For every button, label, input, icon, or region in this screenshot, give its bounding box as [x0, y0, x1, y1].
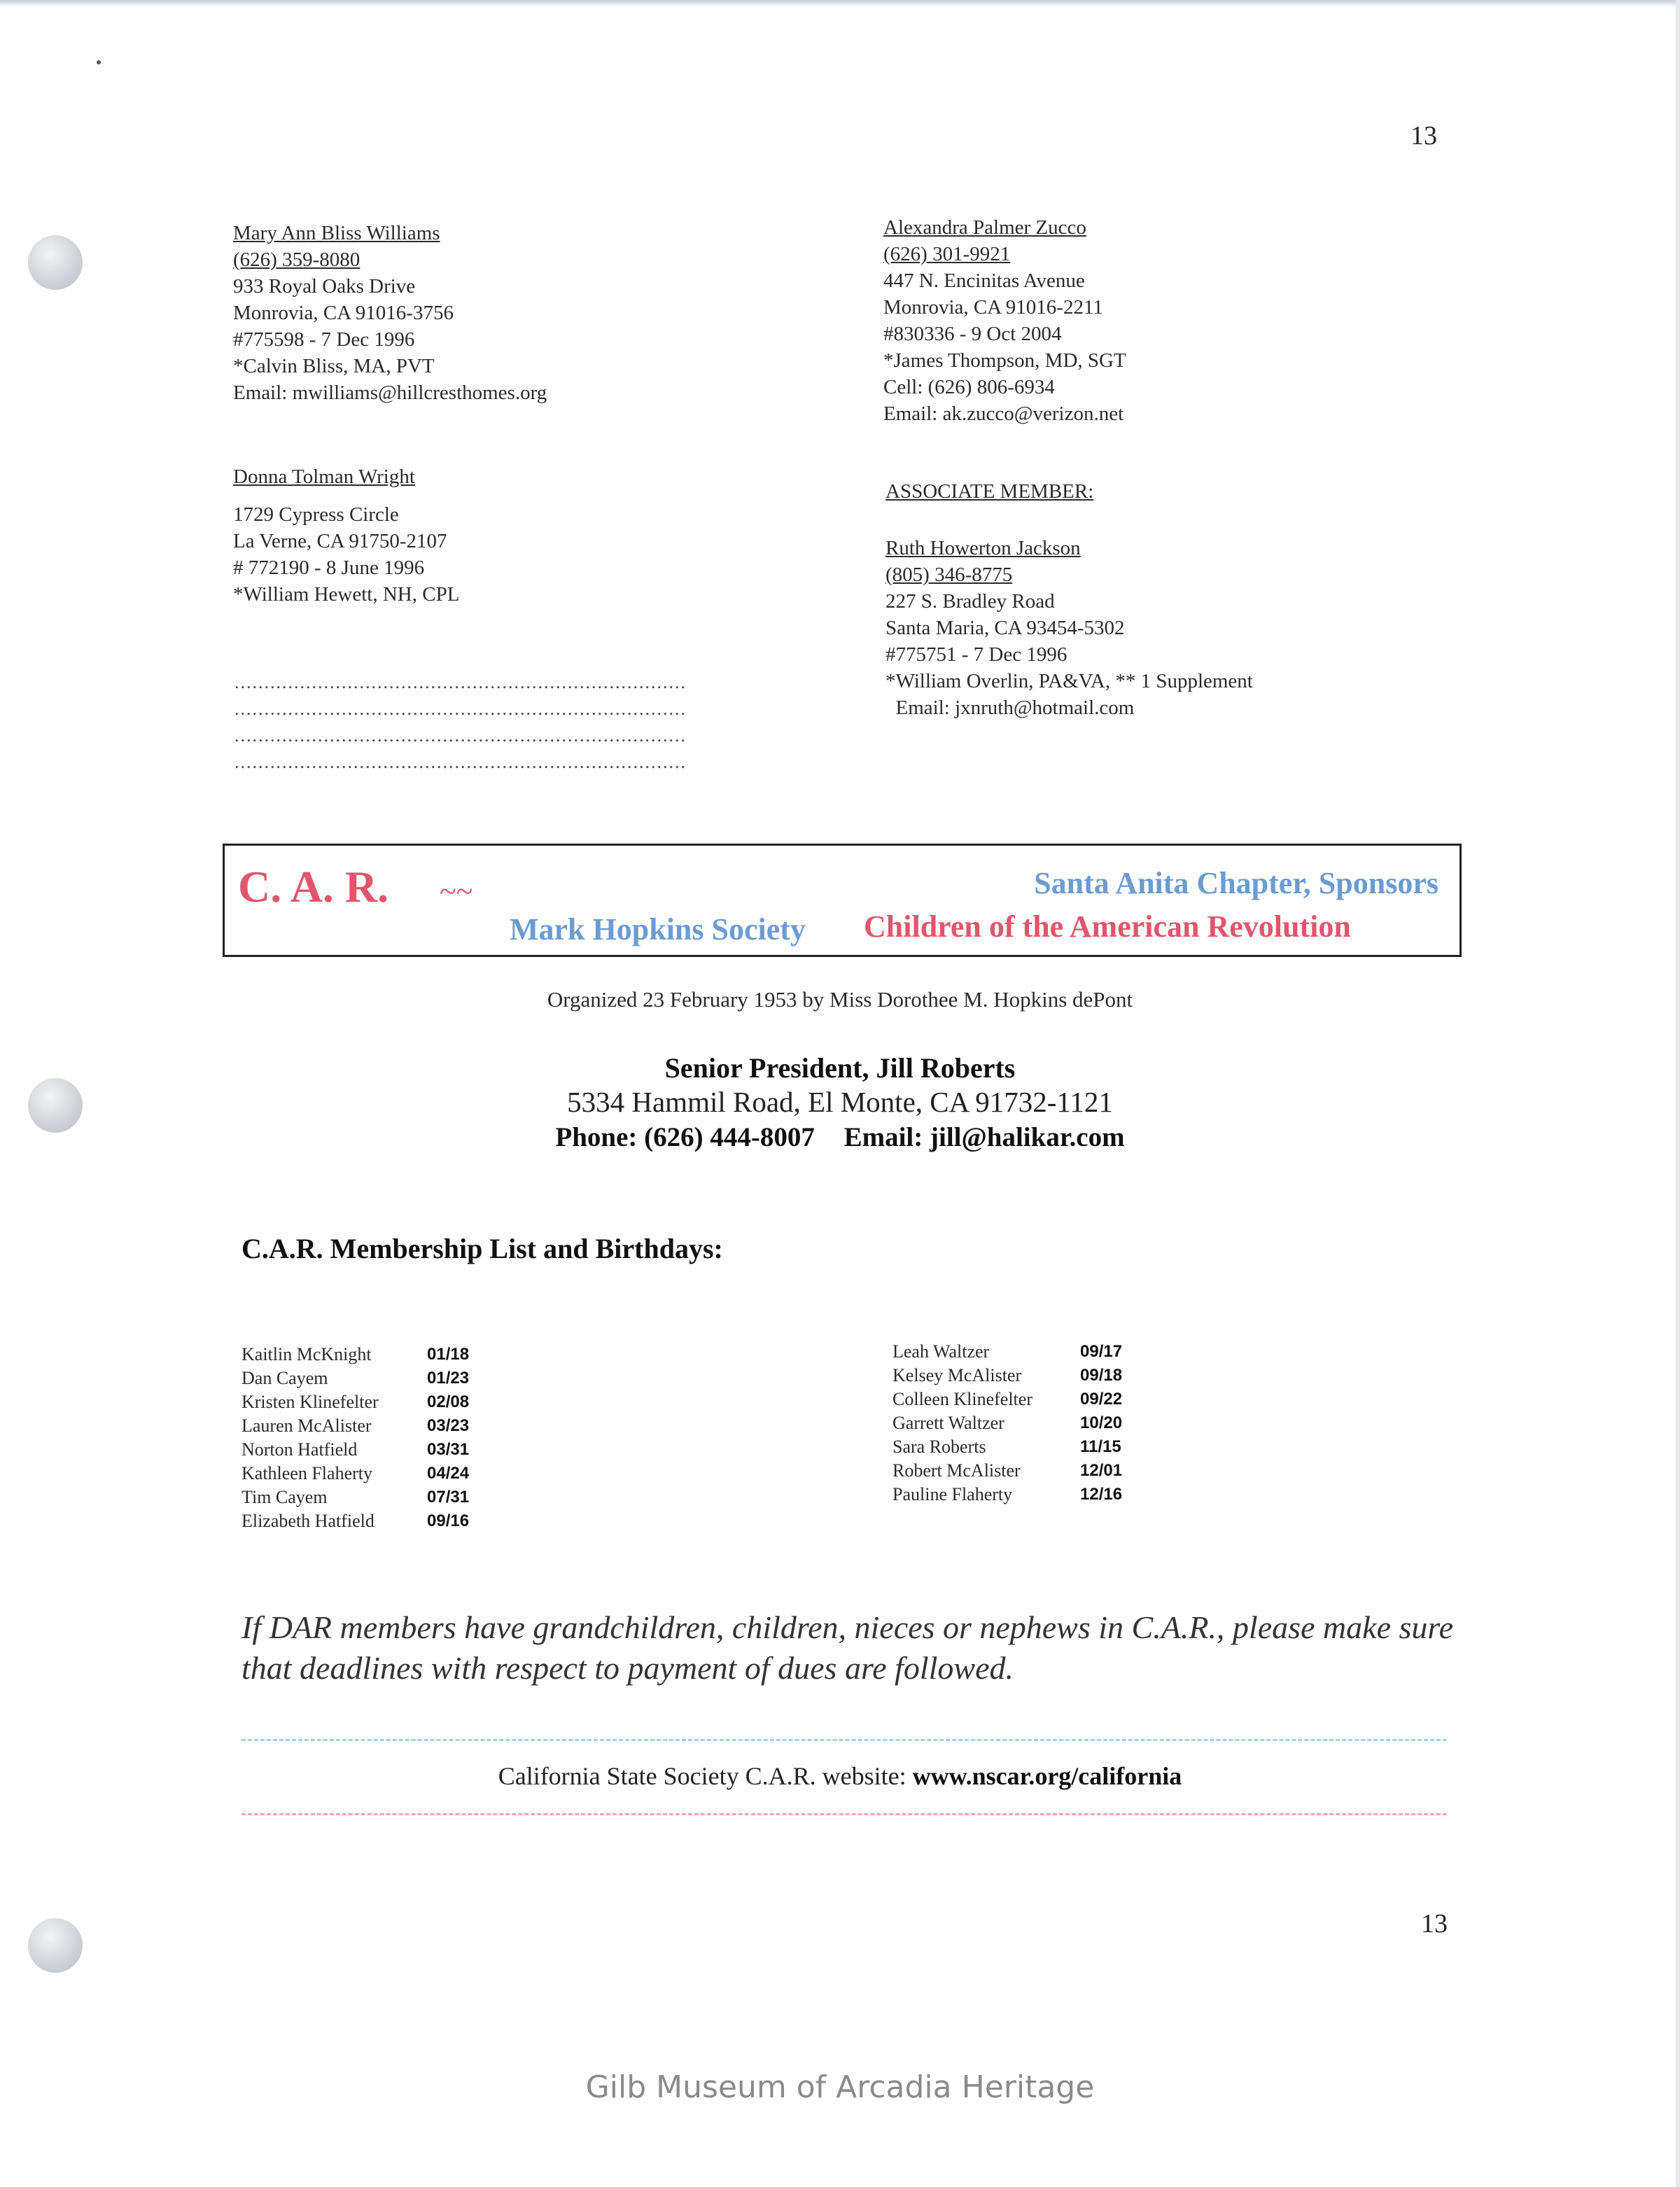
birthday-name: Norton Hatfield	[241, 1439, 358, 1460]
list-item	[241, 1509, 469, 1533]
birthday-date: 02/08	[427, 1392, 470, 1411]
list-item	[892, 1388, 1122, 1411]
member-cell: Cell: (626) 806-6934	[883, 376, 1055, 398]
list-item	[241, 1486, 469, 1509]
birthday-date: 12/01	[1080, 1461, 1123, 1480]
member-ancestor: *William Overlin, PA&VA, ** 1 Supplement	[886, 670, 1253, 692]
member-email: Email: mwilliams@hillcresthomes.org	[233, 382, 547, 404]
organized-line: Organized 23 February 1953 by Miss Dorothee M. Hopkins dePont	[547, 987, 1133, 1012]
birthday-date: 03/31	[427, 1440, 470, 1459]
birthday-name: Kristen Klinefelter	[241, 1392, 379, 1412]
member-city: Santa Maria, CA 93454-5302	[886, 617, 1125, 639]
dotted-line: ............................................................................	[234, 672, 687, 692]
member-name: Donna Tolman Wright	[233, 466, 415, 488]
member-city: Monrovia, CA 91016-3756	[233, 302, 454, 324]
member-ancestor: *Calvin Bliss, MA, PVT	[233, 355, 435, 377]
member-number: #775598 - 7 Dec 1996	[233, 328, 415, 351]
member-number: #830336 - 9 Oct 2004	[883, 323, 1062, 345]
car-banner-tilde: ~~	[440, 874, 473, 909]
decorative-rule-blue	[241, 1739, 1447, 1741]
scan-speck	[97, 60, 101, 64]
birthday-date: 11/15	[1080, 1437, 1121, 1456]
member-city: Monrovia, CA 91016-2211	[883, 296, 1103, 319]
website-url[interactable]: www.nscar.org/california	[912, 1762, 1182, 1790]
member-address: 933 Royal Oaks Drive	[233, 275, 416, 298]
birthday-name: Dan Cayem	[241, 1368, 328, 1388]
car-banner-title: C. A. R.	[238, 862, 389, 911]
member-address: 227 S. Bradley Road	[886, 590, 1055, 613]
birthday-name: Sara Roberts	[892, 1437, 986, 1457]
birthday-name: Tim Cayem	[241, 1487, 328, 1507]
member-name: Ruth Howerton Jackson	[886, 537, 1081, 559]
birthday-date: 09/22	[1080, 1390, 1123, 1409]
list-item	[241, 1414, 469, 1438]
birthday-date: 12/16	[1080, 1485, 1123, 1504]
birthday-date: 09/16	[427, 1511, 470, 1530]
dotted-line: ............................................................................	[234, 725, 687, 746]
decorative-rule-red	[241, 1813, 1447, 1815]
president-email: Email: jill@halikar.com	[844, 1122, 1125, 1152]
associate-member-entry	[886, 535, 1253, 721]
member-address: 1729 Cypress Circle	[233, 503, 399, 526]
birthday-name: Kelsey McAlister	[892, 1365, 1022, 1385]
museum-watermark: Gilb Museum of Arcadia Heritage	[585, 2069, 1095, 2105]
member-ancestor: *James Thompson, MD, SGT	[883, 349, 1126, 372]
birthday-name: Kathleen Flaherty	[241, 1463, 372, 1483]
list-item	[892, 1459, 1122, 1483]
birthday-date: 03/23	[427, 1416, 470, 1435]
list-item	[241, 1462, 469, 1486]
member-name: Mary Ann Bliss Williams	[233, 222, 440, 244]
birthday-name: Lauren McAlister	[241, 1416, 372, 1436]
birthday-date: 09/18	[1080, 1366, 1123, 1385]
president-title: Senior President, Jill Roberts	[664, 1052, 1016, 1084]
member-address: 447 N. Encinitas Avenue	[883, 270, 1085, 292]
member-phone: (626) 359-8080	[233, 249, 360, 271]
list-item	[892, 1411, 1122, 1435]
member-entry	[233, 220, 547, 406]
member-name: Alexandra Palmer Zucco	[883, 216, 1086, 239]
birthday-name: Colleen Klinefelter	[892, 1389, 1032, 1409]
list-item	[892, 1340, 1122, 1364]
punch-hole-bottom	[28, 1918, 83, 1973]
member-number: #775751 - 7 Dec 1996	[886, 643, 1068, 666]
birthday-date: 01/18	[427, 1345, 470, 1364]
member-phone: (626) 301-9921	[883, 243, 1011, 265]
dotted-line: ............................................................................	[234, 752, 687, 772]
list-item	[241, 1367, 469, 1390]
list-item	[241, 1390, 469, 1414]
list-item	[892, 1364, 1122, 1388]
member-number: # 772190 - 8 June 1996	[233, 557, 425, 579]
birthday-name: Leah Waltzer	[892, 1341, 990, 1362]
birthday-list-left	[241, 1343, 469, 1533]
website-label: California State Society C.A.R. website:	[498, 1762, 906, 1790]
birthday-name: Robert McAlister	[892, 1460, 1021, 1481]
birthday-name: Kaitlin McKnight	[241, 1344, 372, 1364]
birthday-date: 04/24	[427, 1464, 470, 1483]
member-entry	[883, 214, 1126, 427]
member-city: La Verne, CA 91750-2107	[233, 530, 447, 552]
member-entry	[233, 463, 459, 608]
member-phone: (805) 346-8775	[886, 564, 1013, 586]
membership-list-heading: C.A.R. Membership List and Birthdays:	[241, 1233, 723, 1264]
list-item	[241, 1343, 469, 1367]
list-item	[241, 1438, 469, 1462]
dotted-line: ............................................................................	[234, 699, 687, 719]
list-item	[892, 1483, 1122, 1507]
member-ancestor: *William Hewett, NH, CPL	[233, 583, 460, 606]
president-contact	[0, 1122, 1680, 1153]
website-line	[0, 1761, 1680, 1791]
birthday-name: Garrett Waltzer	[892, 1413, 1004, 1433]
page-number-top: 13	[1410, 121, 1437, 151]
birthday-name: Elizabeth Hatfield	[241, 1511, 374, 1531]
dues-notice: If DAR members have grandchildren, children, nieces or nephews in C.A.R., please make sure that deadlines with respect to payment of dues are followed.	[241, 1609, 1453, 1686]
car-banner-sponsor: Santa Anita Chapter, Sponsors	[1034, 866, 1438, 900]
car-banner-society: Mark Hopkins Society	[510, 912, 806, 946]
member-email: Email: ak.zucco@verizon.net	[883, 403, 1124, 425]
birthday-date: 09/17	[1080, 1342, 1123, 1361]
car-banner-children: Children of the American Revolution	[864, 909, 1351, 944]
page-top-edge	[0, 0, 1680, 7]
birthday-date: 10/20	[1080, 1413, 1123, 1432]
blank-entry-lines	[234, 669, 802, 776]
page-number-bottom: 13	[1421, 1909, 1448, 1938]
list-item	[892, 1435, 1122, 1459]
president-phone: Phone: (626) 444-8007	[555, 1122, 815, 1152]
associate-member-heading: ASSOCIATE MEMBER:	[886, 480, 1094, 503]
birthday-name: Pauline Flaherty	[892, 1484, 1013, 1504]
birthday-date: 01/23	[427, 1369, 470, 1388]
president-address: 5334 Hammil Road, El Monte, CA 91732-1121	[567, 1086, 1113, 1118]
birthday-date: 07/31	[427, 1488, 470, 1507]
birthday-list-right	[892, 1340, 1122, 1507]
punch-hole-top	[28, 235, 83, 290]
member-email: Email: jxnruth@hotmail.com	[886, 697, 1135, 719]
